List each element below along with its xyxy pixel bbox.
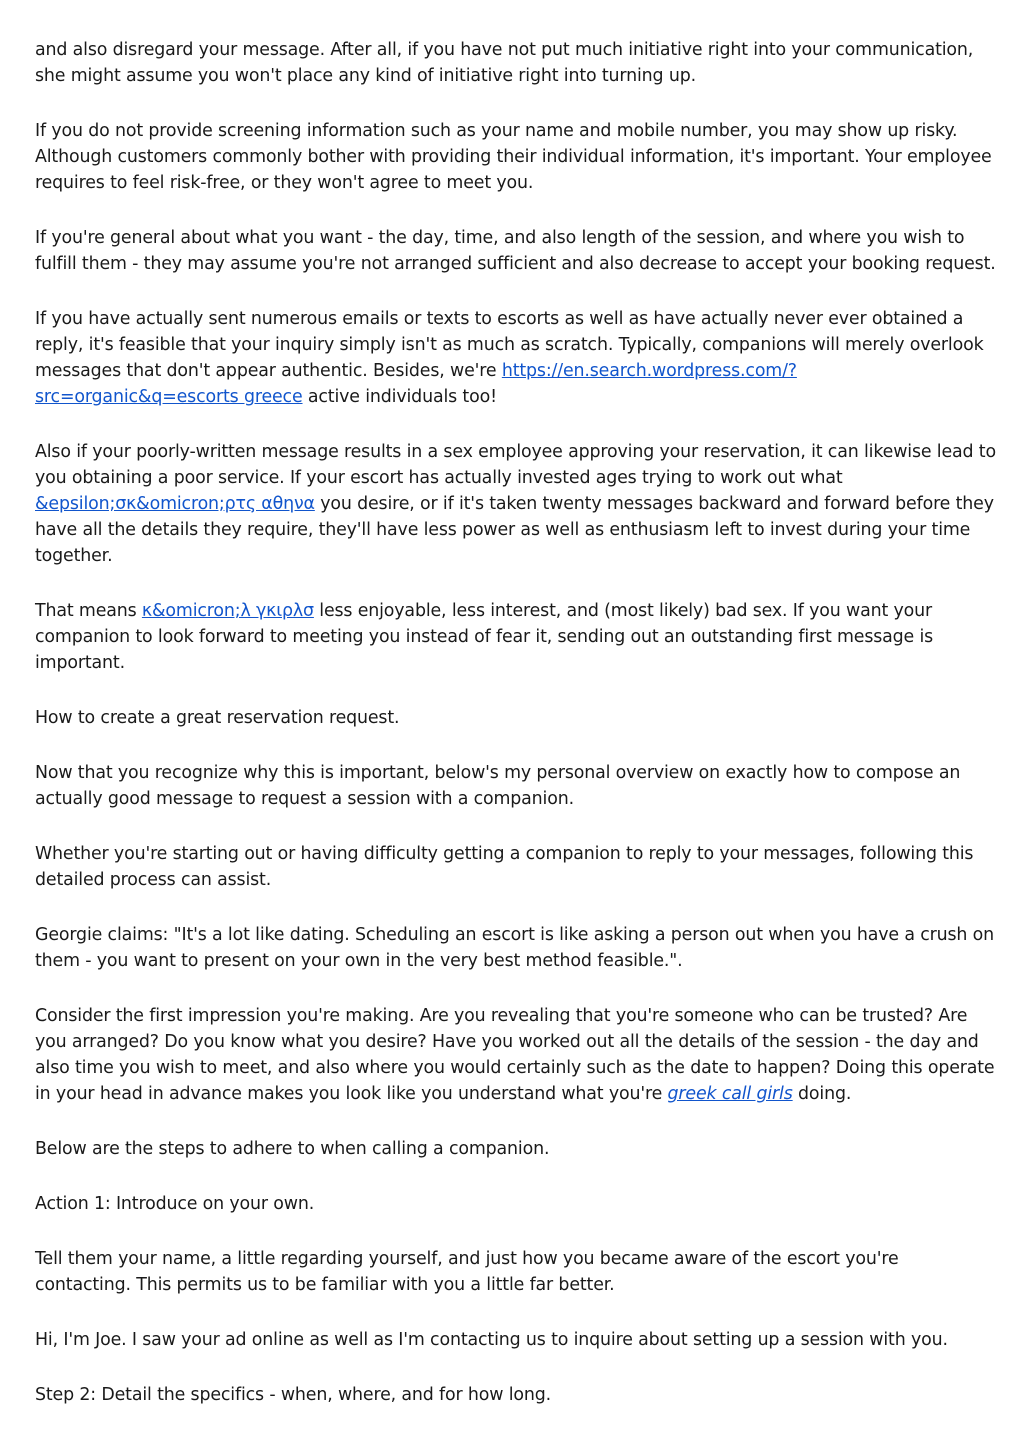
- paragraph: [35, 1003, 997, 1107]
- paragraph: Now that you recognize why this is important, below's my personal overview on exactly how to compose an actually good message to request a session with a companion.: [35, 763, 961, 809]
- paragraph-text: Consider the first impression you're making. Are you revealing that you're someone who can be trusted? Are you arranged? Do you know what you desire? Have you worked out all the details of the session - the day and also time you wish to meet, and also where you would certainly such as the date to happen? Doing this operate in your head in advance makes you look like you understand what you're: [35, 1006, 995, 1104]
- paragraph: [35, 598, 997, 676]
- paragraph: Step 2: Detail the specifics - when, where, and for how long.: [35, 1385, 551, 1405]
- paragraph-text: That means: [35, 601, 142, 621]
- paragraph: and also disregard your message. After all, if you have not put much initiative right into your communication, she might assume you won't place any kind of initiative right into turning up.: [35, 40, 974, 86]
- escorts-athens-link[interactable]: &epsilon;σκ&omicron;ρτς αθηνα: [35, 494, 315, 514]
- paragraph-text: If you have actually sent numerous emails or texts to escorts as well as have actually never ever obtained a reply, it's feasible that your inquiry simply isn't as much as scratch. Typically, companions will merely overlook messages that don't appear authentic. Besides, we're: [35, 309, 984, 381]
- greek-call-girls-link[interactable]: greek call girls: [667, 1084, 793, 1104]
- paragraph-text: doing.: [792, 1084, 852, 1104]
- paragraph: Tell them your name, a little regarding yourself, and just how you became aware of the escort you're contacting. This permits us to be familiar with you a little far better.: [35, 1249, 899, 1295]
- paragraph: Whether you're starting out or having difficulty getting a companion to reply to your messages, following this detailed process can assist.: [35, 844, 974, 890]
- paragraph-text: Also if your poorly-written message results in a sex employee approving your reservation, it can likewise lead to you obtaining a poor service. If your escort has actually invested ages trying to work out what: [35, 442, 996, 488]
- paragraph: [35, 306, 997, 410]
- call-girls-link[interactable]: κ&omicron;λ γκιρλσ: [141, 601, 314, 621]
- paragraph-text: you desire, or if it's taken twenty messages backward and forward before they have all the details they require, they'll have less power as well as enthusiasm left to invest during your time together.: [35, 494, 994, 566]
- document-body: [35, 37, 997, 1437]
- paragraph: [35, 439, 997, 569]
- wordpress-search-link[interactable]: https://en.search.wordpress.com/?src=organic&q=escorts greece: [35, 361, 797, 407]
- paragraph: Below are the steps to adhere to when calling a companion.: [35, 1139, 550, 1159]
- paragraph: If you do not provide screening information such as your name and mobile number, you may show up risky. Although customers commonly bother with providing their individual information, it's important. Your employee requires to feel risk-free, or they won't agree to meet you.: [35, 121, 992, 193]
- paragraph: Georgie claims: "It's a lot like dating. Scheduling an escort is like asking a person out when you have a crush on them - you want to present on your own in the very best method feasible.".: [35, 925, 995, 971]
- paragraph: How to create a great reservation request.: [35, 708, 400, 728]
- paragraph: If you're general about what you want - the day, time, and also length of the session, and where you wish to fulfill them - they may assume you're not arranged sufficient and also decrease to accept your booking request.: [35, 228, 996, 274]
- paragraph-text: active individuals too!: [302, 387, 497, 407]
- paragraph: Action 1: Introduce on your own.: [35, 1194, 315, 1214]
- paragraph: Hi, I'm Joe. I saw your ad online as well as I'm contacting us to inquire about setting up a session with you.: [35, 1330, 948, 1350]
- paragraph-text: less enjoyable, less interest, and (most likely) bad sex. If you want your companion to look forward to meeting you instead of fear it, sending out an outstanding first message is important.: [35, 601, 934, 673]
